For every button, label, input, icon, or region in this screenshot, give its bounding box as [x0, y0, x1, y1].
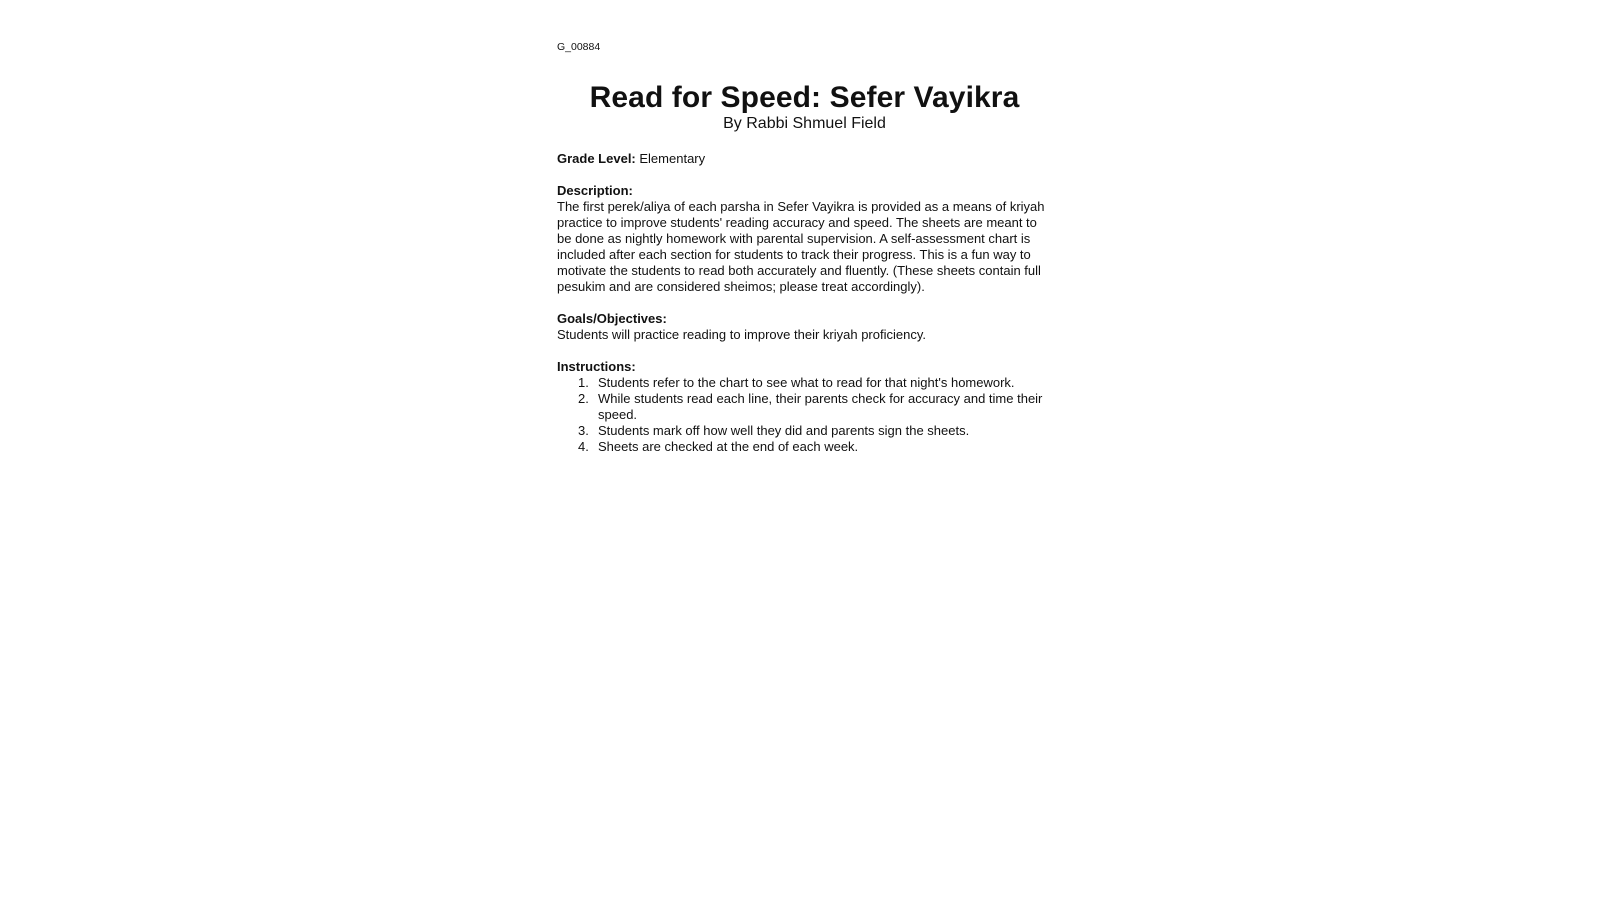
goals-heading: Goals/Objectives:	[557, 311, 667, 326]
title-block	[557, 81, 1052, 133]
description-section	[557, 183, 1052, 295]
instruction-item	[557, 439, 1052, 455]
instruction-text: Students refer to the chart to see what to read for that night's homework.	[598, 375, 1015, 390]
instruction-text: Sheets are checked at the end of each week.	[598, 439, 859, 454]
instruction-number: 4.	[578, 439, 589, 454]
instruction-text: Students mark off how well they did and parents sign the sheets.	[598, 423, 970, 438]
grade-level-value: Elementary	[635, 151, 706, 166]
document-page	[557, 40, 1052, 455]
instruction-number: 2.	[578, 391, 589, 406]
grade-level-label: Grade Level:	[557, 151, 636, 166]
description-text: The first perek/aliya of each parsha in Sefer Vayikra is provided as a means of kriyah practice to improve students' reading accuracy and speed. The sheets are meant to be done as nightly homework with parental supervision. A self-assessment chart is included after each section for students to track their progress. This is a fun way to motivate the students to read both accurately and fluently. (These sheets contain full pesukim and are considered sheimos; please treat accordingly).	[557, 199, 1045, 294]
instructions-section	[557, 359, 1052, 455]
instruction-item	[557, 375, 1052, 391]
goals-text: Students will practice reading to improve their kriyah proficiency.	[557, 327, 926, 342]
instruction-item	[557, 423, 1052, 439]
description-heading: Description:	[557, 183, 633, 198]
author-line: By Rabbi Shmuel Field	[723, 115, 886, 132]
instruction-number: 3.	[578, 423, 589, 438]
instruction-item	[557, 391, 1052, 423]
page-title: Read for Speed: Sefer Vayikra	[589, 81, 1020, 114]
instructions-list	[557, 375, 1052, 455]
instruction-number: 1.	[578, 375, 589, 390]
instructions-heading: Instructions:	[557, 359, 636, 374]
grade-level	[557, 151, 1052, 167]
instruction-text: While students read each line, their parents check for accuracy and time their speed.	[598, 391, 1043, 422]
goals-section	[557, 311, 1052, 343]
document-id: G_00884	[557, 41, 601, 53]
